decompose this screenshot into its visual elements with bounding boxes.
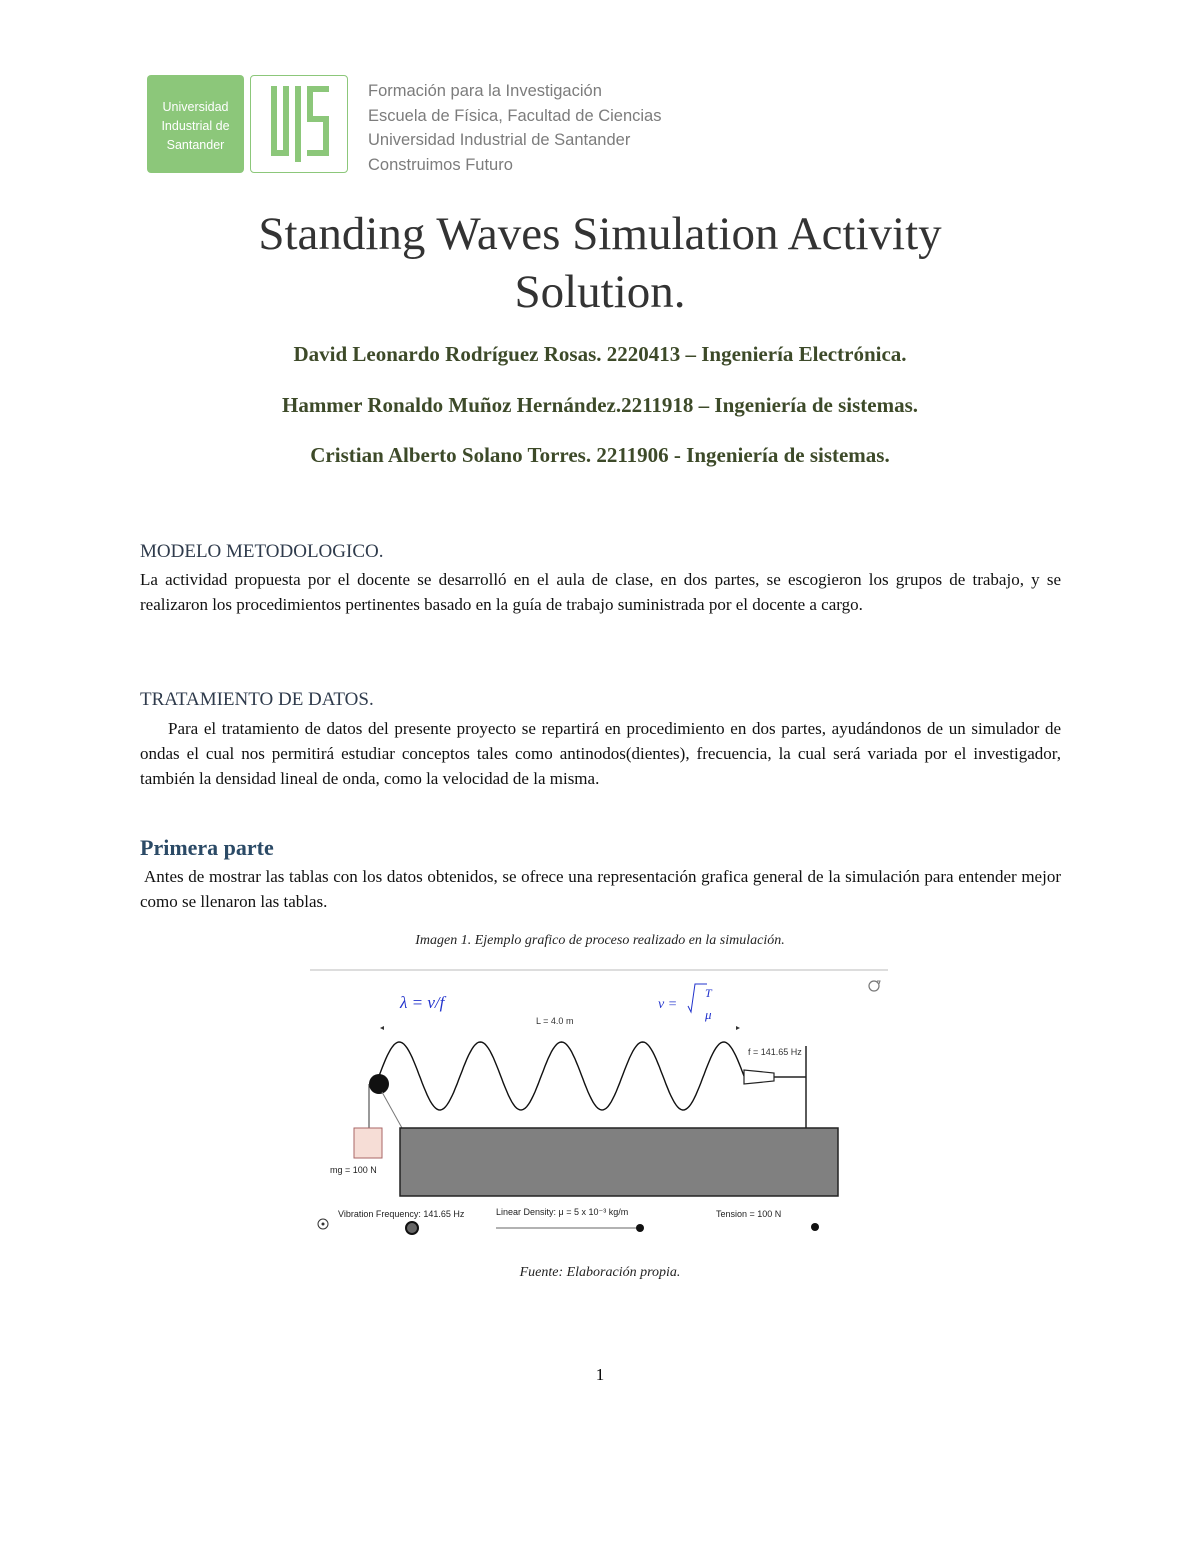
paragraph-primera [140, 864, 1061, 914]
paragraph-tratamiento [140, 716, 1061, 791]
figure-source: Fuente: Elaboración propia. [519, 1265, 681, 1280]
frequency-label: f = 141.65 Hz [748, 1047, 802, 1057]
section-heading-modelo: MODELO METODOLOGICO. [140, 541, 384, 562]
tension-slider-handle[interactable] [811, 1223, 819, 1231]
logo-text-line-1: Universidad [162, 99, 229, 114]
vibration-frequency-label: Vibration Frequency: 141.65 Hz [338, 1209, 465, 1219]
formula-T: T [705, 986, 712, 1000]
paragraph-modelo-text: La actividad propuesta por el docente se desarrolló en el aula de clase, en dos partes, se escogieron los grupos de trabajo, y se realizaron los procedimientos pertinentes basado en la guía de trabajo suministrada por el docente a cargo. [140, 570, 1061, 614]
title-line-1: Standing Waves Simulation Activity [258, 208, 942, 260]
title-line-2: Solution. [514, 266, 686, 318]
header-line-3: Universidad Industrial de Santander [368, 131, 631, 149]
formula-lambda: λ = v/f [400, 993, 445, 1012]
table-block [400, 1128, 838, 1196]
standing-wave-line [379, 1042, 744, 1110]
header-line-2: Escuela de Física, Facultad de Ciencias [368, 106, 662, 125]
paragraph-primera-text: Antes de mostrar las tablas con los datos obtenidos, se ofrece una representación grafica general de la simulación para entender mejor como se llenaron las tablas. [140, 867, 1061, 911]
document-title [100, 205, 1100, 321]
play-icon[interactable] [318, 1219, 328, 1229]
logo-text-line-2: Industrial de [161, 118, 230, 133]
header-institution-text [368, 79, 788, 177]
paragraph-tratamiento-text: Para el tratamiento de datos del presente proyecto se repartirá en procedimiento en dos partes, ayudándonos de un simulador de ondas el cual nos permitirá estudiar conceptos tales como antinodos(dientes), frecuencia, la cual será variada por el investigador, también la densidad lineal de onda, como la velocidad de la misma. [140, 719, 1061, 788]
vibrator-icon [744, 1070, 774, 1084]
paragraph-modelo [140, 567, 1061, 617]
tension-label: Tension = 100 N [716, 1209, 782, 1219]
formula-v-lhs: v = [658, 997, 678, 1012]
frequency-slider-handle[interactable] [406, 1222, 418, 1234]
uis-emblem-icon [250, 75, 348, 173]
header-line-1: Formación para la Investigación [368, 82, 602, 100]
author-3: Cristian Alberto Solano Torres. 2211906 - Ingeniería de sistemas. [310, 443, 890, 467]
length-arrow-left-icon [380, 1026, 384, 1030]
reset-icon [869, 981, 880, 991]
mass-label: mg = 100 N [330, 1165, 377, 1175]
density-slider-handle[interactable] [636, 1224, 644, 1232]
subheading-primera-parte: Primera parte [140, 835, 274, 860]
figure-caption: Imagen 1. Ejemplo grafico de proceso realizado en la simulación. [415, 933, 785, 948]
simulation-figure [308, 962, 892, 1242]
header-line-4: Construimos Futuro [368, 155, 513, 174]
length-arrow-right-icon [736, 1026, 740, 1030]
length-label: L = 4.0 m [536, 1016, 574, 1026]
section-heading-tratamiento: TRATAMIENTO DE DATOS. [140, 689, 374, 710]
logo-text-line-3: Santander [166, 137, 225, 152]
pulley-icon [369, 1074, 389, 1094]
author-1: David Leonardo Rodríguez Rosas. 2220413 – Ingeniería Electrónica. [293, 342, 907, 366]
formula-mu: μ [705, 1007, 712, 1022]
university-logo [147, 75, 244, 173]
page-number: 1 [595, 1365, 605, 1384]
hanging-mass [354, 1128, 382, 1158]
linear-density-label: Linear Density: μ = 5 x 10⁻³ kg/m [496, 1207, 629, 1217]
author-2: Hammer Ronaldo Muñoz Hernández.2211918 – Ingeniería de sistemas. [281, 393, 918, 417]
support-string [382, 1092, 402, 1128]
